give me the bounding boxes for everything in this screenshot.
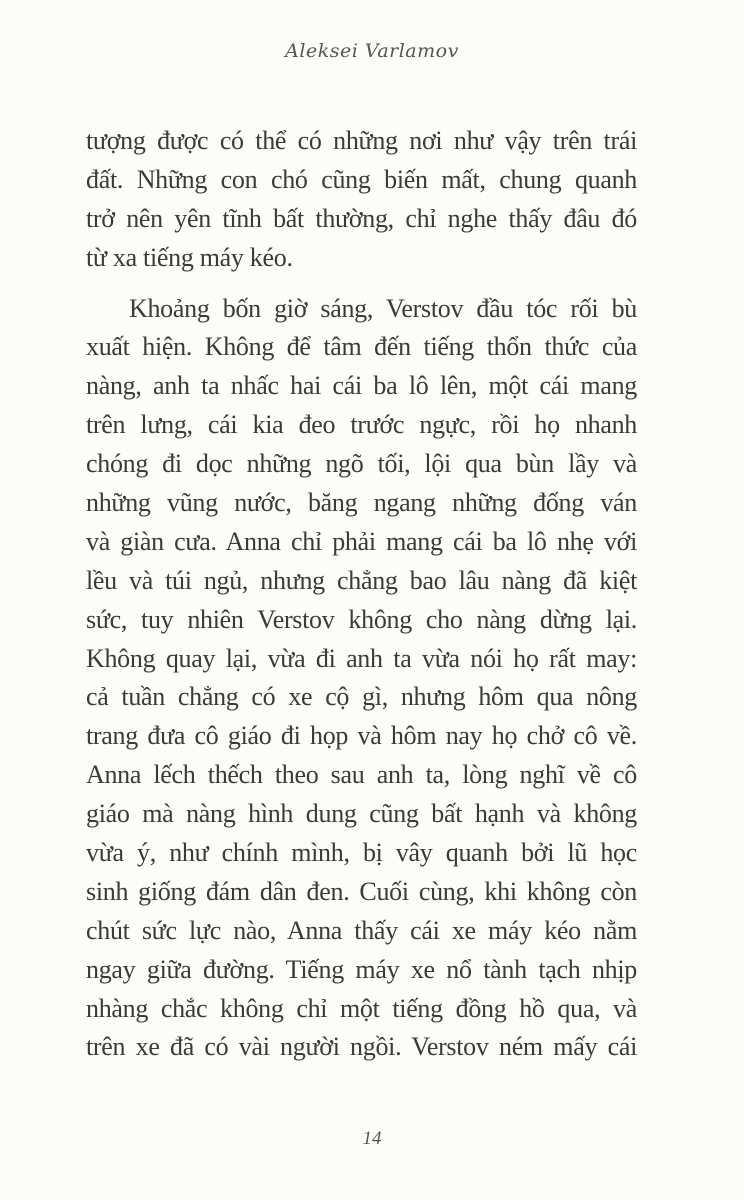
text-line: vừa ý, như chính mình, bị vây quanh bởi lũ học <box>86 838 637 868</box>
text-line: giáo mà nàng hình dung cũng bất hạnh và không <box>86 799 637 829</box>
text-line: nàng, anh ta nhấc hai cái ba lô lên, một cái mang <box>86 371 637 401</box>
text-line: ngay giữa đường. Tiếng máy xe nổ tành tạch nhịp <box>86 954 637 984</box>
text-line: đất. Những con chó cũng biến mất, chung quanh <box>86 164 637 194</box>
page-number: 14 <box>362 1128 382 1149</box>
text-line: trên lưng, cái kia đeo trước ngực, rồi họ nhanh <box>86 410 637 440</box>
text-line: trang đưa cô giáo đi họp và hôm nay họ chở cô về. <box>86 721 637 751</box>
text-line: Không quay lại, vừa đi anh ta vừa nói họ rất may: <box>86 643 637 673</box>
text-line: xuất hiện. Không để tâm đến tiếng thổn thức của <box>86 332 637 362</box>
text-line: sinh giống đám dân đen. Cuối cùng, khi không còn <box>86 876 637 906</box>
paragraph-2 <box>86 290 637 1068</box>
text-line: chút sức lực nào, Anna thấy cái xe máy kéo nằm <box>86 915 637 945</box>
text-line: trên xe đã có vài người ngồi. Verstov ném mấy cái <box>86 1032 637 1062</box>
text-line: lều và túi ngủ, nhưng chẳng bao lâu nàng đã kiệt <box>86 565 637 595</box>
paragraph-1 <box>86 122 637 278</box>
text-line: Khoảng bốn giờ sáng, Verstov đầu tóc rối bù <box>129 293 637 323</box>
text-line: Anna lếch thếch theo sau anh ta, lòng nghĩ về cô <box>86 760 637 790</box>
text-line: và giàn cưa. Anna chỉ phải mang cái ba lô nhẹ với <box>86 526 637 556</box>
text-line: tượng được có thể có những nơi như vậy trên trái <box>86 126 637 155</box>
text-line: chóng đi dọc những ngõ tối, lội qua bùn lầy và <box>86 449 637 479</box>
text-line: nhàng chắc không chỉ một tiếng đồng hồ qua, và <box>86 993 637 1023</box>
text-line: trở nên yên tĩnh bất thường, chỉ nghe thấy đâu đó <box>86 203 637 233</box>
text-line: những vũng nước, băng ngang những đống ván <box>86 488 637 518</box>
text-line: cả tuần chẳng có xe cộ gì, nhưng hôm qua nông <box>86 682 637 712</box>
running-head-author: Aleksei Varlamov <box>285 40 459 62</box>
paragraph-gap <box>86 278 637 290</box>
body-text <box>86 122 637 1067</box>
text-line: từ xa tiếng máy kéo. <box>86 242 293 272</box>
text-line: sức, tuy nhiên Verstov không cho nàng dừng lại. <box>86 604 637 634</box>
